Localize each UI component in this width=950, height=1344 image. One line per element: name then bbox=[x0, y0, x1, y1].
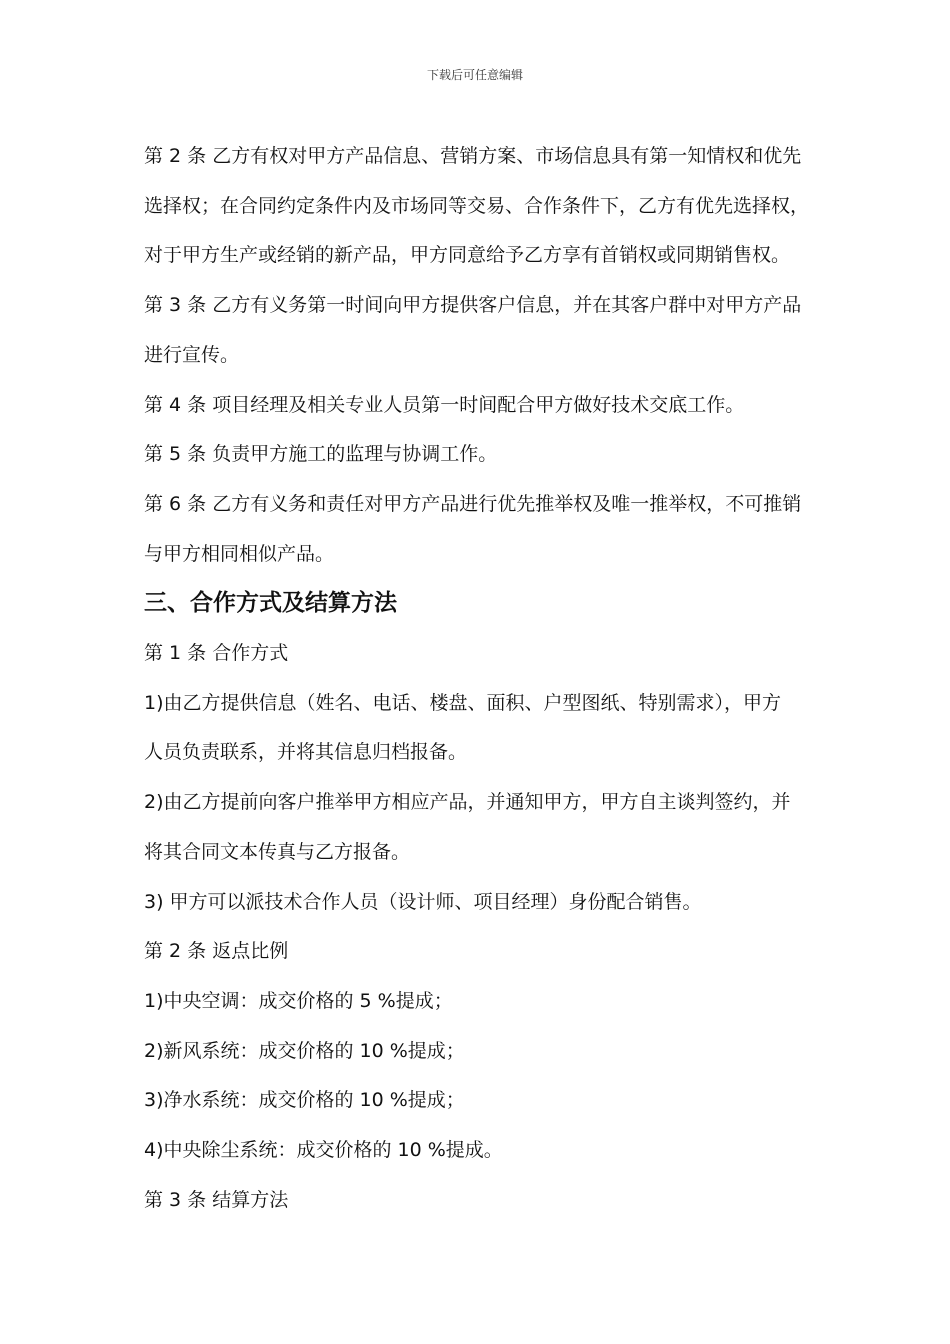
line-9: 与甲方相同相似产品。 bbox=[144, 542, 335, 565]
section-heading: 三、合作方式及结算方法 bbox=[144, 590, 397, 617]
line-15: 将其合同文本传真与乙方报备。 bbox=[144, 840, 411, 863]
line-17: 第 2 条 返点比例 bbox=[144, 940, 289, 963]
line-12: 1)由乙方提供信息（姓名、电话、楼盘、面积、户型图纸、特别需求），甲方 bbox=[144, 691, 782, 714]
line-8: 第 6 条 乙方有义务和责任对甲方产品进行优先推举权及唯一推举权，不可推销 bbox=[144, 492, 802, 515]
line-20: 3)净水系统：成交价格的 10 %提成； bbox=[144, 1089, 465, 1112]
line-3: 对于甲方生产或经销的新产品，甲方同意给予乙方享有首销权或同期销售权。 bbox=[144, 244, 791, 267]
line-19: 2)新风系统：成交价格的 10 %提成； bbox=[144, 1039, 465, 1062]
line-11: 第 1 条 合作方式 bbox=[144, 642, 289, 665]
line-14: 2)由乙方提前向客户推举甲方相应产品，并通知甲方，甲方自主谈判签约，并 bbox=[144, 791, 791, 814]
line-5: 进行宣传。 bbox=[144, 343, 240, 366]
line-16: 3) 甲方可以派技术合作人员（设计师、项目经理）身份配合销售。 bbox=[144, 890, 702, 913]
document-body bbox=[144, 132, 814, 1225]
line-2: 选择权；在合同约定条件内及市场同等交易、合作条件下，乙方有优先选择权， bbox=[144, 194, 810, 217]
line-1: 第 2 条 乙方有权对甲方产品信息、营销方案、市场信息具有第一知情权和优先 bbox=[144, 145, 802, 167]
line-18: 1)中央空调：成交价格的 5 %提成； bbox=[144, 989, 453, 1012]
line-7: 第 5 条 负责甲方施工的监理与协调工作。 bbox=[144, 443, 498, 466]
line-4: 第 3 条 乙方有义务第一时间向甲方提供客户信息，并在其客户群中对甲方产品 bbox=[144, 294, 802, 317]
line-22: 第 3 条 结算方法 bbox=[144, 1188, 289, 1211]
line-6: 第 4 条 项目经理及相关专业人员第一时间配合甲方做好技术交底工作。 bbox=[144, 393, 745, 416]
line-21: 4)中央除尘系统：成交价格的 10 %提成。 bbox=[144, 1139, 503, 1162]
line-13: 人员负责联系，并将其信息归档报备。 bbox=[144, 741, 468, 764]
page-header: 下载后可任意编辑 bbox=[426, 68, 523, 82]
